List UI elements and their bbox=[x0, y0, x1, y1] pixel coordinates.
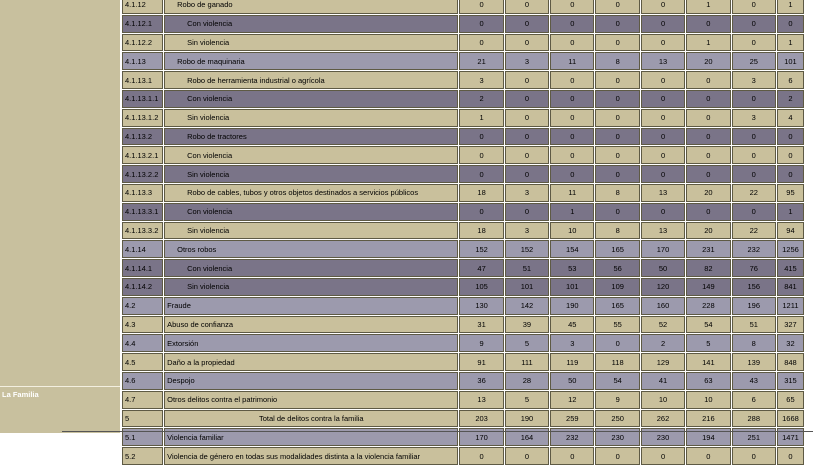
row-value-cell: 0 bbox=[459, 15, 503, 33]
row-code: 4.1.13.2 bbox=[122, 128, 163, 146]
row-code: 4.6 bbox=[122, 372, 163, 390]
row-value-cell: 3 bbox=[459, 71, 503, 89]
row-value-cell: 152 bbox=[459, 240, 503, 258]
row-description: Sin violencia bbox=[164, 165, 458, 183]
row-total-cell: 1668 bbox=[777, 410, 804, 428]
row-value-cell: 2 bbox=[459, 90, 503, 108]
row-value-cell: 228 bbox=[686, 297, 730, 315]
row-description: Violencia familiar bbox=[164, 428, 458, 446]
row-code: 4.1.14.1 bbox=[122, 259, 163, 277]
row-value-cell: 0 bbox=[595, 165, 639, 183]
row-code: 4.3 bbox=[122, 316, 163, 334]
row-value-cell: 6 bbox=[732, 391, 776, 409]
row-value-cell: 0 bbox=[505, 34, 549, 52]
row-value-cell: 76 bbox=[732, 259, 776, 277]
row-value-cell: 156 bbox=[732, 278, 776, 296]
row-value-cell: 10 bbox=[641, 391, 685, 409]
row-value-cell: 0 bbox=[595, 90, 639, 108]
row-value-cell: 51 bbox=[505, 259, 549, 277]
row-total-cell: 2 bbox=[777, 90, 804, 108]
row-value-cell: 141 bbox=[686, 353, 730, 371]
row-value-cell: 3 bbox=[505, 52, 549, 70]
row-value-cell: 0 bbox=[459, 0, 503, 14]
row-description: Violencia de género en todas sus modalidades distinta a la violencia familiar bbox=[164, 447, 458, 465]
row-code: 5 bbox=[122, 410, 163, 428]
table-row bbox=[122, 316, 804, 334]
row-value-cell: 149 bbox=[686, 278, 730, 296]
row-total-cell: 315 bbox=[777, 372, 804, 390]
row-value-cell: 130 bbox=[459, 297, 503, 315]
row-value-cell: 129 bbox=[641, 353, 685, 371]
row-value-cell: 54 bbox=[686, 316, 730, 334]
table-row bbox=[122, 128, 804, 146]
row-value-cell: 0 bbox=[686, 90, 730, 108]
row-value-cell: 8 bbox=[595, 222, 639, 240]
row-value-cell: 10 bbox=[550, 222, 594, 240]
row-value-cell: 160 bbox=[641, 297, 685, 315]
row-description: Robo de maquinaria bbox=[164, 52, 458, 70]
table-row bbox=[122, 447, 804, 465]
row-value-cell: 0 bbox=[732, 15, 776, 33]
row-value-cell: 0 bbox=[595, 109, 639, 127]
row-value-cell: 0 bbox=[732, 146, 776, 164]
row-value-cell: 20 bbox=[686, 222, 730, 240]
row-value-cell: 232 bbox=[550, 428, 594, 446]
row-value-cell: 0 bbox=[505, 0, 549, 14]
row-total-cell: 4 bbox=[777, 109, 804, 127]
row-value-cell: 3 bbox=[732, 109, 776, 127]
row-value-cell: 1 bbox=[459, 109, 503, 127]
row-value-cell: 0 bbox=[459, 203, 503, 221]
row-value-cell: 164 bbox=[505, 428, 549, 446]
row-value-cell: 36 bbox=[459, 372, 503, 390]
row-value-cell: 28 bbox=[505, 372, 549, 390]
row-value-cell: 0 bbox=[732, 0, 776, 14]
row-value-cell: 0 bbox=[686, 165, 730, 183]
row-value-cell: 0 bbox=[686, 128, 730, 146]
row-value-cell: 13 bbox=[459, 391, 503, 409]
table-row bbox=[122, 297, 804, 315]
row-value-cell: 0 bbox=[641, 203, 685, 221]
row-value-cell: 51 bbox=[732, 316, 776, 334]
row-value-cell: 8 bbox=[732, 334, 776, 352]
row-value-cell: 47 bbox=[459, 259, 503, 277]
row-code: 4.1.12.2 bbox=[122, 34, 163, 52]
row-value-cell: 0 bbox=[505, 203, 549, 221]
row-value-cell: 21 bbox=[459, 52, 503, 70]
table-row bbox=[122, 0, 804, 14]
row-value-cell: 0 bbox=[505, 109, 549, 127]
row-total-cell: 0 bbox=[777, 15, 804, 33]
row-code: 4.1.13 bbox=[122, 52, 163, 70]
table-row bbox=[122, 240, 804, 258]
row-value-cell: 52 bbox=[641, 316, 685, 334]
row-code: 5.1 bbox=[122, 428, 163, 446]
row-value-cell: 56 bbox=[595, 259, 639, 277]
row-total-cell: 32 bbox=[777, 334, 804, 352]
row-value-cell: 0 bbox=[505, 447, 549, 465]
row-value-cell: 0 bbox=[686, 71, 730, 89]
row-total-cell: 848 bbox=[777, 353, 804, 371]
row-value-cell: 0 bbox=[641, 0, 685, 14]
family-category-label: La Familia bbox=[2, 390, 39, 399]
row-total-cell: 0 bbox=[777, 165, 804, 183]
table-row bbox=[122, 71, 804, 89]
row-value-cell: 18 bbox=[459, 222, 503, 240]
row-description: Robo de herramienta industrial o agrícola bbox=[164, 71, 458, 89]
row-total-cell: 1 bbox=[777, 203, 804, 221]
row-value-cell: 118 bbox=[595, 353, 639, 371]
row-total-cell: 1 bbox=[777, 0, 804, 14]
row-code: 4.1.13.2.2 bbox=[122, 165, 163, 183]
row-value-cell: 0 bbox=[686, 146, 730, 164]
table-row bbox=[122, 353, 804, 371]
row-value-cell: 0 bbox=[459, 165, 503, 183]
row-code: 4.7 bbox=[122, 391, 163, 409]
table-row bbox=[122, 334, 804, 352]
row-value-cell: 8 bbox=[595, 184, 639, 202]
row-value-cell: 111 bbox=[505, 353, 549, 371]
row-total-cell: 94 bbox=[777, 222, 804, 240]
row-value-cell: 120 bbox=[641, 278, 685, 296]
row-value-cell: 10 bbox=[686, 391, 730, 409]
row-value-cell: 170 bbox=[641, 240, 685, 258]
row-value-cell: 0 bbox=[505, 146, 549, 164]
row-value-cell: 54 bbox=[595, 372, 639, 390]
table-row bbox=[122, 184, 804, 202]
row-total-cell: 1471 bbox=[777, 428, 804, 446]
row-value-cell: 0 bbox=[550, 0, 594, 14]
row-value-cell: 5 bbox=[505, 391, 549, 409]
row-description: Otros delitos contra el patrimonio bbox=[164, 391, 458, 409]
row-value-cell: 0 bbox=[641, 447, 685, 465]
row-value-cell: 142 bbox=[505, 297, 549, 315]
sidebar-panel bbox=[0, 0, 120, 433]
row-value-cell: 20 bbox=[686, 184, 730, 202]
row-value-cell: 3 bbox=[550, 334, 594, 352]
row-value-cell: 25 bbox=[732, 52, 776, 70]
row-value-cell: 0 bbox=[459, 128, 503, 146]
row-value-cell: 11 bbox=[550, 52, 594, 70]
row-value-cell: 0 bbox=[550, 34, 594, 52]
row-value-cell: 0 bbox=[505, 165, 549, 183]
table-row bbox=[122, 146, 804, 164]
row-value-cell: 0 bbox=[641, 109, 685, 127]
row-value-cell: 1 bbox=[686, 34, 730, 52]
row-code: 4.4 bbox=[122, 334, 163, 352]
row-value-cell: 0 bbox=[732, 128, 776, 146]
row-value-cell: 190 bbox=[505, 410, 549, 428]
table-row bbox=[122, 34, 804, 52]
row-value-cell: 196 bbox=[732, 297, 776, 315]
row-total-cell: 841 bbox=[777, 278, 804, 296]
row-code: 5.2 bbox=[122, 447, 163, 465]
row-value-cell: 22 bbox=[732, 222, 776, 240]
row-value-cell: 9 bbox=[595, 391, 639, 409]
row-description: Robo de tractores bbox=[164, 128, 458, 146]
row-value-cell: 63 bbox=[686, 372, 730, 390]
row-value-cell: 259 bbox=[550, 410, 594, 428]
row-total-cell: 415 bbox=[777, 259, 804, 277]
row-value-cell: 0 bbox=[732, 165, 776, 183]
row-value-cell: 0 bbox=[641, 165, 685, 183]
row-value-cell: 0 bbox=[641, 90, 685, 108]
table-row bbox=[122, 109, 804, 127]
row-value-cell: 91 bbox=[459, 353, 503, 371]
table-row bbox=[122, 203, 804, 221]
row-value-cell: 0 bbox=[459, 146, 503, 164]
row-value-cell: 11 bbox=[550, 184, 594, 202]
row-value-cell: 13 bbox=[641, 184, 685, 202]
row-value-cell: 0 bbox=[505, 71, 549, 89]
row-value-cell: 0 bbox=[550, 165, 594, 183]
row-value-cell: 1 bbox=[550, 203, 594, 221]
row-value-cell: 101 bbox=[505, 278, 549, 296]
row-description: Otros robos bbox=[164, 240, 458, 258]
table-row bbox=[122, 15, 804, 33]
row-code: 4.1.12 bbox=[122, 0, 163, 14]
table-row bbox=[122, 391, 804, 409]
row-total-cell: 95 bbox=[777, 184, 804, 202]
row-value-cell: 20 bbox=[686, 52, 730, 70]
row-value-cell: 231 bbox=[686, 240, 730, 258]
row-description: Con violencia bbox=[164, 15, 458, 33]
row-value-cell: 0 bbox=[641, 34, 685, 52]
table-row bbox=[122, 165, 804, 183]
row-code: 4.2 bbox=[122, 297, 163, 315]
row-total-cell: 1 bbox=[777, 34, 804, 52]
row-value-cell: 0 bbox=[732, 90, 776, 108]
row-code: 4.1.13.3.2 bbox=[122, 222, 163, 240]
row-value-cell: 0 bbox=[686, 15, 730, 33]
row-value-cell: 0 bbox=[595, 447, 639, 465]
row-description: Sin violencia bbox=[164, 109, 458, 127]
row-total-cell: 1256 bbox=[777, 240, 804, 258]
row-value-cell: 165 bbox=[595, 297, 639, 315]
table-body bbox=[122, 0, 804, 465]
row-description: Con violencia bbox=[164, 146, 458, 164]
row-value-cell: 0 bbox=[595, 15, 639, 33]
row-value-cell: 109 bbox=[595, 278, 639, 296]
row-value-cell: 39 bbox=[505, 316, 549, 334]
row-description: Con violencia bbox=[164, 259, 458, 277]
row-value-cell: 0 bbox=[686, 447, 730, 465]
row-description: Con violencia bbox=[164, 90, 458, 108]
row-value-cell: 0 bbox=[550, 90, 594, 108]
table-row bbox=[122, 278, 804, 296]
row-value-cell: 0 bbox=[459, 447, 503, 465]
row-value-cell: 9 bbox=[459, 334, 503, 352]
row-value-cell: 1 bbox=[686, 0, 730, 14]
row-value-cell: 13 bbox=[641, 52, 685, 70]
row-value-cell: 0 bbox=[595, 128, 639, 146]
row-value-cell: 0 bbox=[641, 128, 685, 146]
row-value-cell: 0 bbox=[595, 71, 639, 89]
row-value-cell: 0 bbox=[550, 128, 594, 146]
row-code: 4.1.12.1 bbox=[122, 15, 163, 33]
row-value-cell: 0 bbox=[550, 109, 594, 127]
row-value-cell: 0 bbox=[595, 334, 639, 352]
row-value-cell: 0 bbox=[595, 203, 639, 221]
table-row bbox=[122, 259, 804, 277]
row-value-cell: 12 bbox=[550, 391, 594, 409]
row-description: Robo de ganado bbox=[164, 0, 458, 14]
row-description: Extorsión bbox=[164, 334, 458, 352]
row-total-cell: 1211 bbox=[777, 297, 804, 315]
row-description: Sin violencia bbox=[164, 278, 458, 296]
row-value-cell: 288 bbox=[732, 410, 776, 428]
row-total-cell: 6 bbox=[777, 71, 804, 89]
row-value-cell: 50 bbox=[641, 259, 685, 277]
row-value-cell: 13 bbox=[641, 222, 685, 240]
row-code: 4.1.13.3.1 bbox=[122, 203, 163, 221]
row-value-cell: 139 bbox=[732, 353, 776, 371]
table-row bbox=[122, 410, 804, 428]
row-description: Abuso de confianza bbox=[164, 316, 458, 334]
row-value-cell: 0 bbox=[641, 146, 685, 164]
row-value-cell: 2 bbox=[641, 334, 685, 352]
row-value-cell: 0 bbox=[595, 0, 639, 14]
row-value-cell: 3 bbox=[732, 71, 776, 89]
row-value-cell: 230 bbox=[595, 428, 639, 446]
row-value-cell: 0 bbox=[505, 128, 549, 146]
row-value-cell: 203 bbox=[459, 410, 503, 428]
row-code: 4.1.13.3 bbox=[122, 184, 163, 202]
row-total-cell: 101 bbox=[777, 52, 804, 70]
row-value-cell: 0 bbox=[505, 15, 549, 33]
row-value-cell: 154 bbox=[550, 240, 594, 258]
row-total-cell: 0 bbox=[777, 447, 804, 465]
row-value-cell: 0 bbox=[732, 203, 776, 221]
crime-statistics-table bbox=[121, 0, 805, 466]
row-value-cell: 0 bbox=[459, 34, 503, 52]
row-code: 4.1.13.1.1 bbox=[122, 90, 163, 108]
row-value-cell: 5 bbox=[505, 334, 549, 352]
row-value-cell: 31 bbox=[459, 316, 503, 334]
row-value-cell: 0 bbox=[550, 15, 594, 33]
row-value-cell: 232 bbox=[732, 240, 776, 258]
row-value-cell: 55 bbox=[595, 316, 639, 334]
row-value-cell: 22 bbox=[732, 184, 776, 202]
row-value-cell: 0 bbox=[686, 203, 730, 221]
row-value-cell: 230 bbox=[641, 428, 685, 446]
bottom-divider bbox=[62, 431, 813, 432]
row-code: 4.1.14 bbox=[122, 240, 163, 258]
row-value-cell: 0 bbox=[550, 447, 594, 465]
row-value-cell: 3 bbox=[505, 222, 549, 240]
row-value-cell: 0 bbox=[595, 146, 639, 164]
row-code: 4.1.13.1 bbox=[122, 71, 163, 89]
row-code: 4.1.13.2.1 bbox=[122, 146, 163, 164]
row-description: Fraude bbox=[164, 297, 458, 315]
row-total-cell: 0 bbox=[777, 128, 804, 146]
row-value-cell: 216 bbox=[686, 410, 730, 428]
row-description: Sin violencia bbox=[164, 222, 458, 240]
row-description: Despojo bbox=[164, 372, 458, 390]
row-total-cell: 65 bbox=[777, 391, 804, 409]
row-value-cell: 0 bbox=[505, 90, 549, 108]
row-value-cell: 53 bbox=[550, 259, 594, 277]
row-value-cell: 18 bbox=[459, 184, 503, 202]
row-code: 4.5 bbox=[122, 353, 163, 371]
row-description: Sin violencia bbox=[164, 34, 458, 52]
row-value-cell: 262 bbox=[641, 410, 685, 428]
row-value-cell: 43 bbox=[732, 372, 776, 390]
row-value-cell: 0 bbox=[550, 146, 594, 164]
row-value-cell: 251 bbox=[732, 428, 776, 446]
row-code: 4.1.13.1.2 bbox=[122, 109, 163, 127]
row-value-cell: 0 bbox=[686, 109, 730, 127]
row-total-cell: 0 bbox=[777, 146, 804, 164]
row-description: Con violencia bbox=[164, 203, 458, 221]
row-value-cell: 41 bbox=[641, 372, 685, 390]
row-value-cell: 194 bbox=[686, 428, 730, 446]
row-value-cell: 0 bbox=[550, 71, 594, 89]
row-value-cell: 170 bbox=[459, 428, 503, 446]
row-value-cell: 0 bbox=[732, 34, 776, 52]
row-value-cell: 190 bbox=[550, 297, 594, 315]
row-value-cell: 119 bbox=[550, 353, 594, 371]
row-value-cell: 105 bbox=[459, 278, 503, 296]
table-row bbox=[122, 90, 804, 108]
row-total-cell: 327 bbox=[777, 316, 804, 334]
row-value-cell: 82 bbox=[686, 259, 730, 277]
row-description: Robo de cables, tubos y otros objetos destinados a servicios públicos bbox=[164, 184, 458, 202]
row-description: Daño a la propiedad bbox=[164, 353, 458, 371]
row-code: 4.1.14.2 bbox=[122, 278, 163, 296]
row-value-cell: 152 bbox=[505, 240, 549, 258]
row-value-cell: 0 bbox=[595, 34, 639, 52]
row-value-cell: 0 bbox=[732, 447, 776, 465]
row-value-cell: 45 bbox=[550, 316, 594, 334]
row-value-cell: 8 bbox=[595, 52, 639, 70]
row-value-cell: 50 bbox=[550, 372, 594, 390]
row-value-cell: 165 bbox=[595, 240, 639, 258]
row-description: Total de delitos contra la familia bbox=[164, 410, 458, 428]
row-value-cell: 3 bbox=[505, 184, 549, 202]
table-row bbox=[122, 52, 804, 70]
table-row bbox=[122, 372, 804, 390]
row-value-cell: 250 bbox=[595, 410, 639, 428]
row-value-cell: 101 bbox=[550, 278, 594, 296]
row-value-cell: 5 bbox=[686, 334, 730, 352]
table-row bbox=[122, 222, 804, 240]
row-value-cell: 0 bbox=[641, 15, 685, 33]
row-value-cell: 0 bbox=[641, 71, 685, 89]
